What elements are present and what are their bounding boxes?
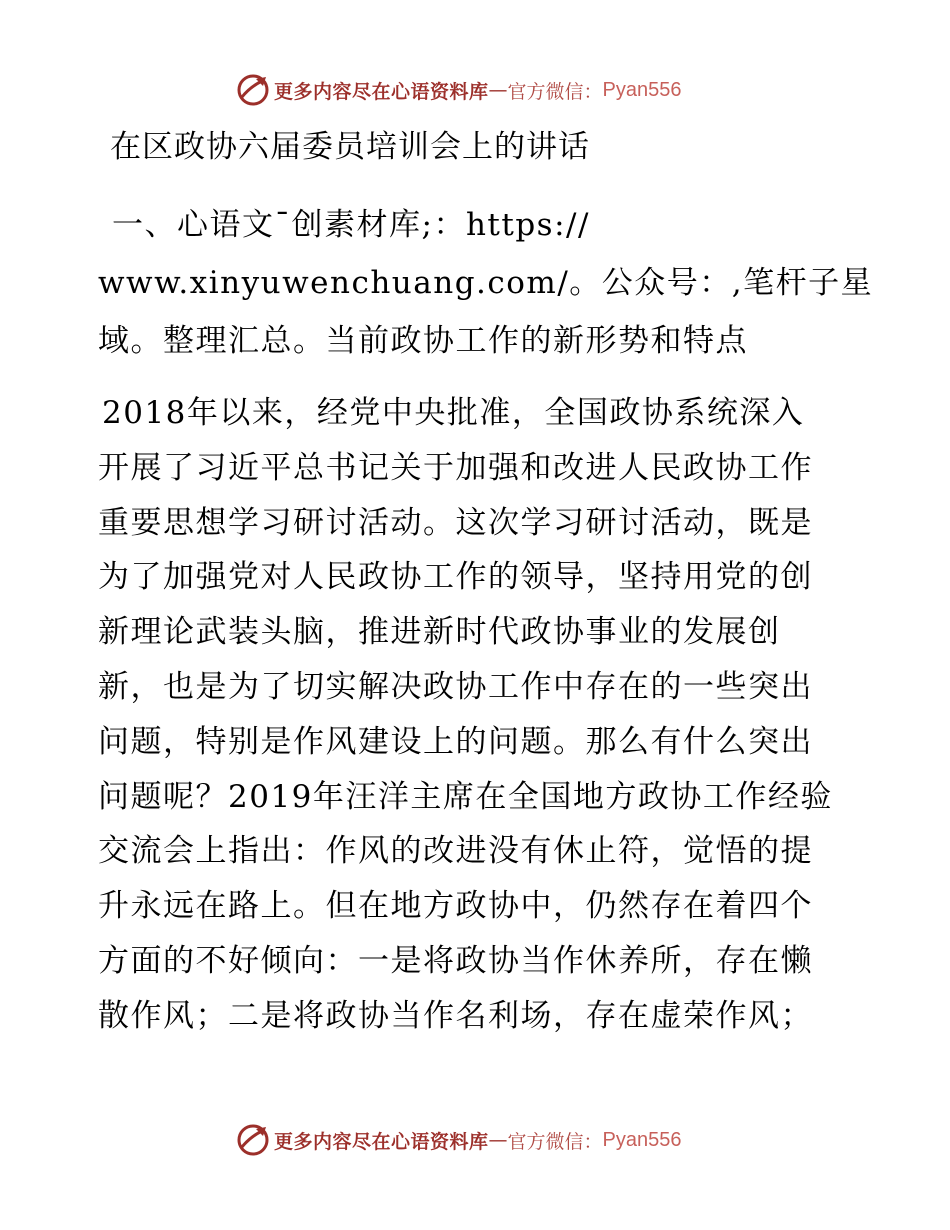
text-line: 问题呢？2019年汪洋主席在全国地方政协工作经验	[98, 778, 833, 815]
text-line: 升永远在路上。但在地方政协中，仍然存在着四个	[98, 888, 813, 925]
watermark-wechat-label: 官方微信：	[507, 80, 603, 103]
header-watermark	[236, 72, 682, 108]
watermark-wechat-label: 官方微信：	[507, 1130, 603, 1153]
document-title: 在区政协六届委员培训会上的讲话	[110, 129, 590, 165]
text-line: 2018年以来，经党中央批准，全国政协系统深入	[102, 395, 805, 431]
text-line: 新理论武装头脑，推进新时代政协事业的发展创	[98, 614, 781, 651]
text-line: 问题，特别是作风建设上的问题。那么有什么突出	[98, 723, 813, 760]
text-line: 散作风；二是将政协当作名利场，存在虚荣作风；	[98, 997, 813, 1034]
text-line: 一、心语文¯创素材库;：https://	[112, 207, 590, 243]
watermark-separator: —	[488, 1129, 508, 1151]
pen-logo-icon	[236, 73, 270, 107]
text-line: 域。整理汇总。当前政协工作的新形势和特点	[98, 323, 748, 359]
watermark-wechat-id: Pyan556	[602, 1128, 682, 1151]
text-line: 重要思想学习研讨活动。这次学习研讨活动，既是	[98, 504, 813, 541]
body-paragraph	[98, 386, 858, 1044]
text-line: 新，也是为了切实解决政协工作中存在的一些突出	[98, 668, 813, 705]
text-line: www.xinyuwenchuang.com/。公众号：,笔杆子星	[98, 265, 874, 301]
watermark-text: 更多内容尽在心语资料库	[274, 1130, 489, 1153]
watermark-wechat-id: Pyan556	[602, 78, 682, 101]
text-line: 为了加强党对人民政协工作的领导，坚持用党的创	[98, 559, 813, 596]
pen-logo-icon	[236, 1123, 270, 1157]
footer-watermark	[236, 1122, 682, 1158]
text-line: 交流会上指出：作风的改进没有休止符，觉悟的提	[98, 833, 813, 870]
watermark-separator: —	[488, 79, 508, 101]
text-line: 开展了习近平总书记关于加强和改进人民政协工作	[98, 449, 813, 486]
section-heading	[98, 196, 874, 370]
watermark-text: 更多内容尽在心语资料库	[274, 80, 489, 103]
text-line: 方面的不好倾向：一是将政协当作休养所，存在懒	[98, 942, 813, 979]
